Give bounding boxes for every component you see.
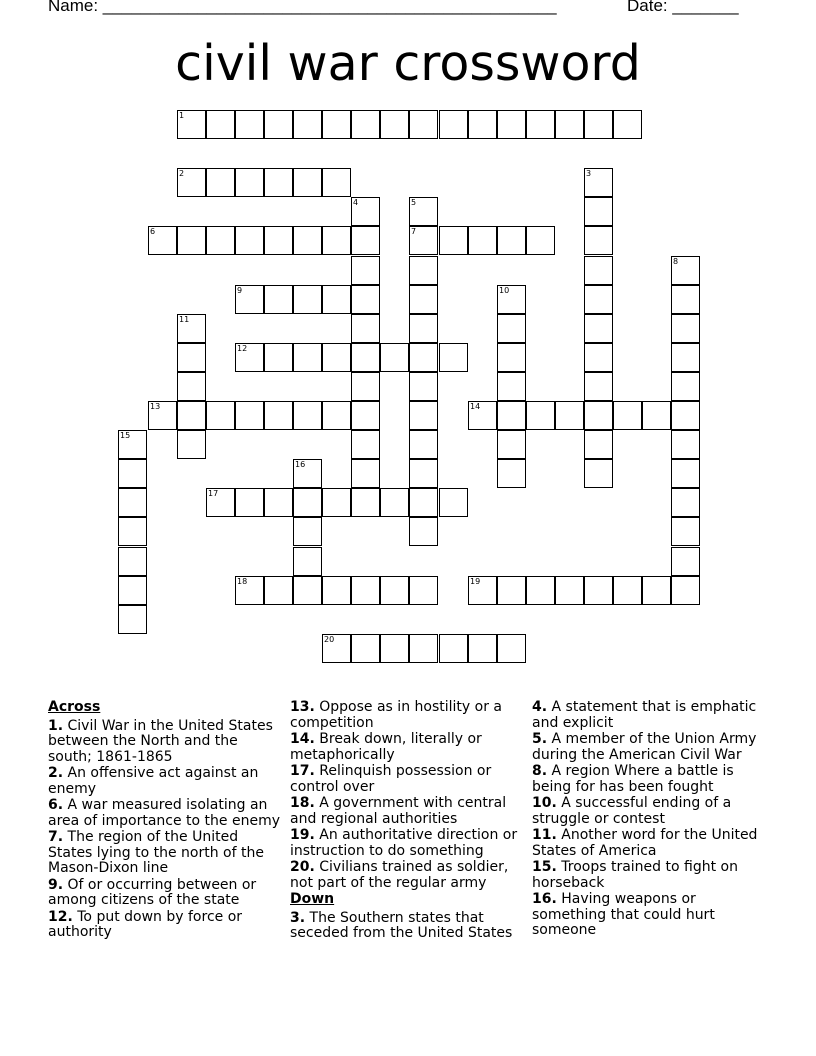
grid-cell[interactable] [351, 256, 380, 285]
grid-cell[interactable] [497, 634, 526, 663]
grid-cell[interactable] [206, 401, 235, 430]
grid-cell[interactable] [322, 401, 351, 430]
grid-cell[interactable] [380, 343, 409, 372]
grid-cell[interactable] [351, 285, 380, 314]
grid-cell[interactable] [439, 634, 468, 663]
grid-cell[interactable] [409, 314, 438, 343]
grid-cell[interactable] [177, 314, 206, 343]
grid-cell[interactable] [118, 488, 147, 517]
grid-cell[interactable] [264, 343, 293, 372]
clue-text: Another word for the United States of America [532, 827, 758, 859]
clue-text: Civil War in the United States between the North and the south; 1861-1865 [48, 717, 273, 765]
clue-number: 20. [290, 859, 315, 875]
clue-number: 15. [532, 859, 557, 875]
grid-cell[interactable] [264, 226, 293, 255]
grid-cell[interactable] [409, 459, 438, 488]
grid-cell[interactable] [264, 285, 293, 314]
clue-text: A member of the Union Army during the American Civil War [532, 731, 757, 763]
grid-cell[interactable] [322, 285, 351, 314]
grid-cell[interactable] [409, 256, 438, 285]
grid-cell[interactable] [584, 226, 613, 255]
grid-cell[interactable] [584, 256, 613, 285]
grid-cell[interactable] [177, 226, 206, 255]
grid-cell[interactable] [468, 110, 497, 139]
page-title: civil war crossword [175, 35, 641, 92]
grid-cell[interactable] [177, 343, 206, 372]
grid-cell[interactable] [497, 459, 526, 488]
grid-cell[interactable] [293, 168, 322, 197]
grid-cell[interactable] [351, 110, 380, 139]
grid-cell[interactable] [671, 372, 700, 401]
grid-cell[interactable] [177, 430, 206, 459]
grid-cell[interactable] [497, 110, 526, 139]
grid-cell[interactable] [671, 256, 700, 285]
clue-text: Having weapons or something that could hurt someone [532, 891, 715, 938]
grid-cell[interactable] [322, 488, 351, 517]
clue-number: 12. [48, 908, 73, 925]
grid-cell[interactable] [177, 168, 206, 197]
grid-cell[interactable] [177, 110, 206, 139]
grid-cell[interactable] [206, 488, 235, 517]
grid-cell[interactable] [118, 576, 147, 605]
clue-number: 2. [48, 765, 64, 781]
grid-cell[interactable] [206, 226, 235, 255]
clue-number: 12 [237, 344, 248, 353]
clue-number: 1. [48, 717, 64, 734]
grid-cell[interactable] [526, 401, 555, 430]
grid-cell[interactable] [497, 285, 526, 314]
grid-cell[interactable] [322, 343, 351, 372]
grid-cell[interactable] [118, 605, 147, 634]
grid-cell[interactable] [671, 343, 700, 372]
grid-cell[interactable] [351, 314, 380, 343]
grid-cell[interactable] [409, 110, 438, 139]
grid-cell[interactable] [497, 226, 526, 255]
grid-cell[interactable] [497, 314, 526, 343]
grid-cell[interactable] [439, 226, 468, 255]
grid-cell[interactable] [497, 430, 526, 459]
clue-item [48, 910, 280, 941]
clue-item [48, 878, 280, 909]
grid-cell[interactable] [584, 168, 613, 197]
grid-cell[interactable] [642, 401, 671, 430]
grid-cell[interactable] [439, 110, 468, 139]
clue-number: 8. [532, 763, 548, 779]
grid-cell[interactable] [351, 488, 380, 517]
grid-cell[interactable] [584, 401, 613, 430]
clues-column-1 [48, 700, 280, 942]
grid-cell[interactable] [671, 285, 700, 314]
clue-text: An offensive act against an enemy [48, 765, 259, 797]
clue-text: A statement that is emphatic and explicit [532, 699, 757, 731]
clue-number: 1 [179, 111, 185, 120]
clue-number: 19. [290, 827, 315, 843]
grid-cell[interactable] [497, 372, 526, 401]
clue-text: Civilians trained as soldier, not part of the regular army [290, 859, 509, 891]
grid-cell[interactable] [177, 372, 206, 401]
grid-cell[interactable] [380, 576, 409, 605]
clue-item [532, 796, 772, 827]
clue-number: 16. [532, 891, 557, 907]
clue-number: 9. [48, 876, 64, 893]
clue-text: A region Where a battle is being for has been fought [532, 763, 734, 795]
clue-text: The Southern states that seceded from the United States [290, 909, 513, 941]
grid-cell[interactable] [409, 488, 438, 517]
down-clue-list [290, 911, 520, 942]
clue-number: 16 [295, 460, 306, 469]
clue-number: 8 [673, 257, 679, 266]
clue-text: A war measured isolating an area of importance to the enemy [48, 797, 281, 829]
clue-number: 2 [179, 169, 185, 178]
clue-number: 7. [48, 829, 64, 845]
grid-cell[interactable] [555, 110, 584, 139]
grid-cell[interactable] [293, 576, 322, 605]
clue-number: 11. [532, 827, 557, 843]
clue-text: To put down by force or authority [48, 908, 243, 940]
grid-cell[interactable] [118, 547, 147, 576]
grid-cell[interactable] [468, 576, 497, 605]
clue-item [532, 892, 772, 939]
clue-text: Break down, literally or metaphorically [290, 731, 482, 763]
date-field-label: Date: _______ [627, 0, 739, 15]
grid-cell[interactable] [468, 401, 497, 430]
grid-cell[interactable] [671, 547, 700, 576]
clue-number: 3 [586, 169, 592, 178]
grid-cell[interactable] [468, 634, 497, 663]
grid-cell[interactable] [497, 576, 526, 605]
grid-cell[interactable] [235, 576, 264, 605]
clue-text: Troops trained to fight on horseback [532, 859, 738, 891]
clue-text: Relinquish possession or control over [290, 763, 492, 795]
clue-item [290, 700, 520, 731]
clue-number: 4 [353, 198, 359, 207]
grid-cell[interactable] [351, 343, 380, 372]
grid-cell[interactable] [671, 459, 700, 488]
grid-cell[interactable] [293, 285, 322, 314]
grid-cell[interactable] [322, 576, 351, 605]
grid-cell[interactable] [351, 372, 380, 401]
clue-number: 17 [208, 489, 219, 498]
clue-text: Of or occurring between or among citizens of the state [48, 876, 257, 908]
grid-cell[interactable] [584, 197, 613, 226]
grid-cell[interactable] [409, 372, 438, 401]
grid-cell[interactable] [264, 401, 293, 430]
clue-number: 18. [290, 795, 315, 811]
clue-number: 14 [470, 402, 481, 411]
grid-cell[interactable] [642, 576, 671, 605]
grid-cell[interactable] [468, 226, 497, 255]
grid-cell[interactable] [555, 576, 584, 605]
grid-cell[interactable] [322, 634, 351, 663]
grid-cell[interactable] [235, 488, 264, 517]
grid-cell[interactable] [409, 197, 438, 226]
grid-cell[interactable] [293, 226, 322, 255]
clue-number: 5 [411, 198, 417, 207]
clue-number: 14. [290, 731, 315, 747]
across-clue-list-continued [290, 700, 520, 891]
grid-cell[interactable] [235, 343, 264, 372]
grid-cell[interactable] [380, 634, 409, 663]
clue-text: A government with central and regional authorities [290, 795, 507, 827]
name-field-label: Name: ________________________________________________ [48, 0, 557, 15]
clue-item [532, 828, 772, 859]
grid-cell[interactable] [409, 430, 438, 459]
grid-cell[interactable] [322, 110, 351, 139]
grid-cell[interactable] [293, 488, 322, 517]
grid-cell[interactable] [409, 226, 438, 255]
grid-cell[interactable] [439, 488, 468, 517]
clue-text: An authoritative direction or instruction to do something [290, 827, 518, 859]
clue-item [532, 732, 772, 763]
grid-cell[interactable] [293, 547, 322, 576]
clue-text: Oppose as in hostility or a competition [290, 699, 502, 731]
clue-item [290, 828, 520, 859]
clue-item [48, 766, 280, 797]
grid-cell[interactable] [351, 430, 380, 459]
clue-number: 3. [290, 909, 306, 926]
clue-item [290, 911, 520, 942]
grid-cell[interactable] [613, 401, 642, 430]
grid-cell[interactable] [293, 517, 322, 546]
clue-number: 15 [120, 431, 131, 440]
grid-cell[interactable] [613, 110, 642, 139]
grid-cell[interactable] [584, 576, 613, 605]
grid-cell[interactable] [613, 576, 642, 605]
grid-cell[interactable] [584, 343, 613, 372]
grid-cell[interactable] [526, 110, 555, 139]
grid-cell[interactable] [264, 576, 293, 605]
grid-cell[interactable] [584, 285, 613, 314]
clue-number: 17. [290, 763, 315, 779]
grid-cell[interactable] [351, 401, 380, 430]
grid-cell[interactable] [264, 110, 293, 139]
grid-cell[interactable] [293, 343, 322, 372]
clue-number: 20 [324, 635, 335, 644]
grid-cell[interactable] [118, 430, 147, 459]
clue-number: 13. [290, 699, 315, 715]
grid-cell[interactable] [526, 576, 555, 605]
grid-cell[interactable] [351, 634, 380, 663]
clue-item [532, 764, 772, 795]
grid-cell[interactable] [584, 314, 613, 343]
grid-cell[interactable] [351, 197, 380, 226]
grid-cell[interactable] [409, 343, 438, 372]
clue-item [532, 700, 772, 731]
clue-text: A successful ending of a struggle or contest [532, 795, 732, 827]
clue-number: 13 [150, 402, 161, 411]
clue-number: 5. [532, 731, 548, 747]
grid-cell[interactable] [118, 459, 147, 488]
grid-cell[interactable] [584, 372, 613, 401]
clue-number: 7 [411, 227, 417, 236]
grid-cell[interactable] [380, 110, 409, 139]
grid-cell[interactable] [671, 488, 700, 517]
grid-cell[interactable] [409, 285, 438, 314]
grid-cell[interactable] [148, 226, 177, 255]
grid-cell[interactable] [671, 430, 700, 459]
clue-number: 10 [499, 286, 510, 295]
across-heading: Across [48, 699, 101, 715]
grid-cell[interactable] [235, 168, 264, 197]
grid-cell[interactable] [293, 401, 322, 430]
grid-cell[interactable] [264, 488, 293, 517]
grid-cell[interactable] [671, 314, 700, 343]
grid-cell[interactable] [206, 110, 235, 139]
grid-cell[interactable] [235, 285, 264, 314]
grid-cell[interactable] [118, 517, 147, 546]
clues-column-2 [290, 700, 520, 943]
grid-cell[interactable] [177, 401, 206, 430]
clue-number: 18 [237, 577, 248, 586]
grid-cell[interactable] [671, 517, 700, 546]
across-clue-list [48, 719, 280, 941]
clue-item [290, 732, 520, 763]
grid-cell[interactable] [497, 401, 526, 430]
grid-cell[interactable] [439, 343, 468, 372]
clue-number: 10. [532, 795, 557, 811]
grid-cell[interactable] [584, 430, 613, 459]
clue-item [532, 860, 772, 891]
grid-cell[interactable] [409, 401, 438, 430]
clue-number: 19 [470, 577, 481, 586]
clue-item [48, 798, 280, 829]
clue-item [290, 796, 520, 827]
clue-text: The region of the United States lying to the north of the Mason-Dixon line [48, 829, 264, 876]
grid-cell[interactable] [235, 226, 264, 255]
grid-cell[interactable] [555, 401, 584, 430]
clues-column-3 [532, 700, 772, 940]
grid-cell[interactable] [206, 168, 235, 197]
clue-number: 6. [48, 797, 64, 813]
clue-item [290, 860, 520, 891]
grid-cell[interactable] [671, 576, 700, 605]
grid-cell[interactable] [235, 401, 264, 430]
grid-cell[interactable] [293, 110, 322, 139]
grid-cell[interactable] [322, 168, 351, 197]
clue-number: 6 [150, 227, 156, 236]
grid-cell[interactable] [409, 517, 438, 546]
grid-cell[interactable] [409, 634, 438, 663]
clue-number: 9 [237, 286, 243, 295]
down-clue-list-continued [532, 700, 772, 939]
grid-cell[interactable] [671, 401, 700, 430]
grid-cell[interactable] [148, 401, 177, 430]
clue-item [48, 830, 280, 877]
grid-cell[interactable] [351, 576, 380, 605]
grid-cell[interactable] [322, 226, 351, 255]
grid-cell[interactable] [497, 343, 526, 372]
grid-cell[interactable] [351, 459, 380, 488]
grid-cell[interactable] [380, 488, 409, 517]
clue-item [290, 764, 520, 795]
clue-item [48, 719, 280, 766]
grid-cell[interactable] [293, 459, 322, 488]
grid-cell[interactable] [584, 110, 613, 139]
grid-cell[interactable] [409, 576, 438, 605]
grid-cell[interactable] [526, 226, 555, 255]
grid-cell[interactable] [235, 110, 264, 139]
grid-cell[interactable] [264, 168, 293, 197]
grid-cell[interactable] [351, 226, 380, 255]
down-heading: Down [290, 891, 335, 907]
clue-number: 4. [532, 699, 548, 715]
grid-cell[interactable] [584, 459, 613, 488]
clue-number: 11 [179, 315, 190, 324]
